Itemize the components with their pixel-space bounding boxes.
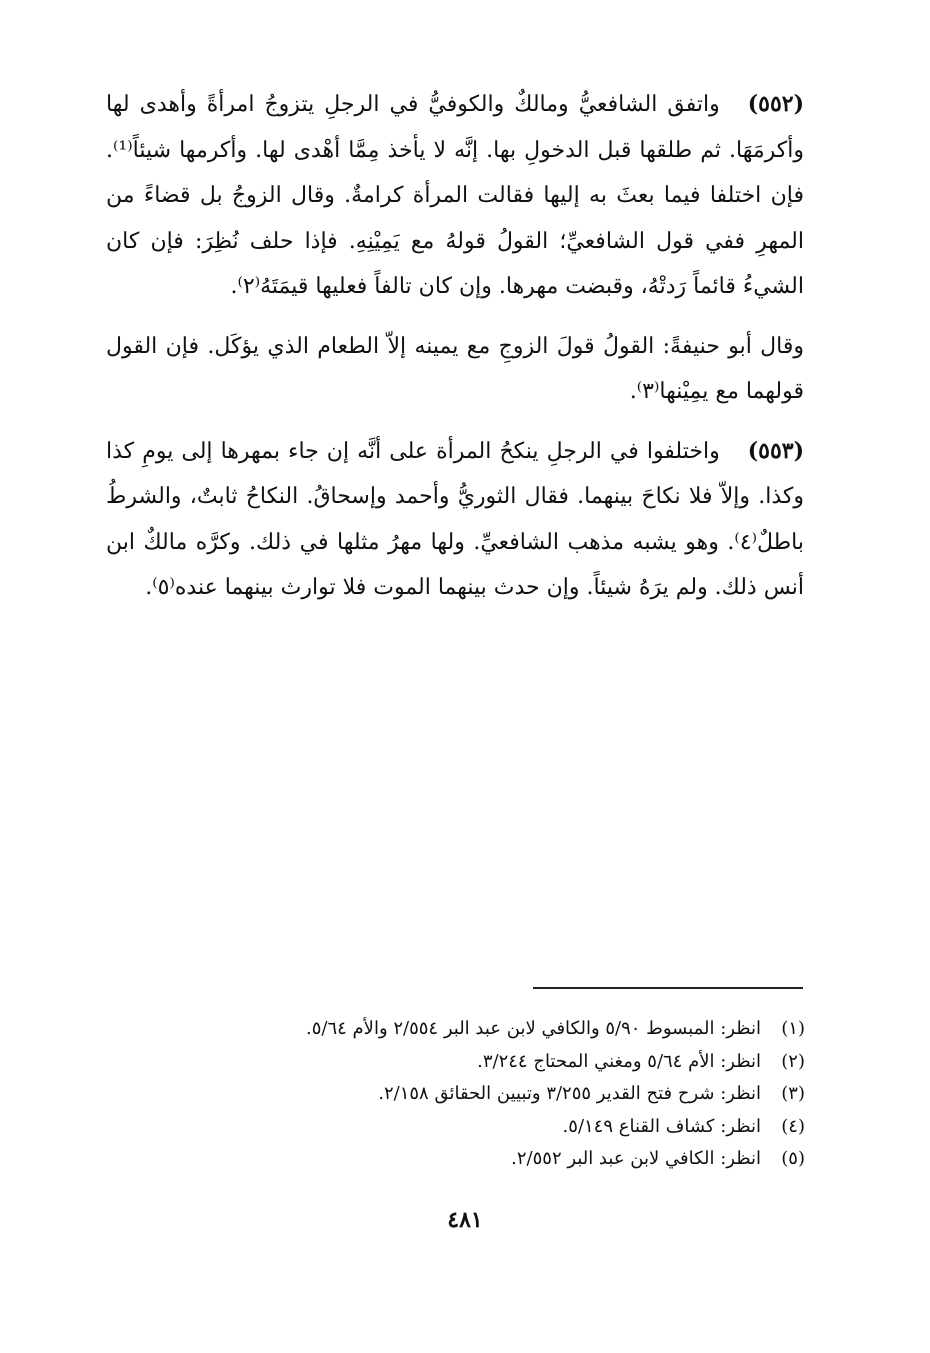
footnote-4 xyxy=(105,1111,805,1144)
footnote-5 xyxy=(105,1143,805,1176)
footnote-number: (٣) xyxy=(781,1083,805,1104)
paragraph-553 xyxy=(106,429,804,611)
paragraph-abu-hanifa xyxy=(106,324,804,415)
footnote-1 xyxy=(105,1013,805,1046)
footnote-text: انظر: المبسوط ٥/٩٠ والكافي لابن عبد البر ٢/٥٥٤ والأم ٥/٦٤. xyxy=(306,1018,761,1039)
footnotes xyxy=(105,1013,805,1176)
footnote-text: انظر: شرح فتح القدير ٣/٢٥٥ وتبيين الحقائق ٢/١٥٨. xyxy=(378,1083,761,1104)
main-text xyxy=(106,82,804,611)
issue-number: (٥٥٣) xyxy=(747,437,804,464)
paragraph-text: واتفق الشافعيُّ ومالكٌ والكوفيُّ في الرجلِ يتزوجُ امرأةً وأهدى لها وأكرمَهَا. ثم طلقها قبل الدخولِ بها. إنَّه لا يأخذ مِمَّا أهْدى لها. وأكرمها شيئاً⁽¹⁾. فإن اختلفا فيما بعثَ به إليها فقالت المرأة كرامةٌ. وقال الزوجُ بل قضاءً من المهرِ ففي قول الشافعيِّ؛ القولُ قولهُ مع يَمِيْنِهِ. فإذا حلف نُظِرَ: فإن كان الشيءُ قائماً رَدتْهُ، وقبضت مهرها. وإن كان تالفاً فعليها قيمَتَهُ⁽٢⁾. xyxy=(106,92,804,299)
page-number: ٤٨١ xyxy=(447,1207,483,1233)
issue-number: (٥٥٢) xyxy=(747,91,804,117)
footnote-text: انظر: كشاف القناع ٥/١٤٩. xyxy=(562,1115,761,1137)
footnote-number: (٤) xyxy=(781,1115,805,1137)
footnote-separator xyxy=(533,987,803,989)
footnote-2 xyxy=(105,1046,805,1079)
footnote-text: انظر: الكافي لابن عبد البر ٢/٥٥٢. xyxy=(511,1148,761,1169)
footnote-number: (١) xyxy=(781,1018,805,1039)
paragraph-text: وقال أبو حنيفةً: القولُ قولَ الزوجِ مع يمينه إلاّ الطعام الذي يؤكَل. فإن القول قولهما مع يمِيْنها⁽٣⁾. xyxy=(106,333,804,404)
footnote-3 xyxy=(105,1078,805,1111)
footnote-number: (٢) xyxy=(781,1050,805,1072)
paragraph-552 xyxy=(106,82,804,310)
paragraph-text: واختلفوا في الرجلِ ينكحُ المرأة على أنَّه إن جاء بمهرها إلى يومِ كذا وكذا. وإلاّ فلا نكاحَ بينهما. فقال الثوريُّ وأحمد وإسحاقُ. النكاحُ ثابتٌ، والشرطُ باطلٌ⁽٤⁾. وهو يشبه مذهب الشافعيِّ. ولها مهرُ مثلها في ذلك. وكرَّه مالكٌ ابن أنس ذلك. ولم يرَهُ شيئاً. وإن حدث بينهما الموت فلا توارث بينهما عنده⁽٥⁾. xyxy=(106,438,804,600)
footnote-text: انظر: الأم ٥/٦٤ ومغني المحتاج ٣/٢٤٤. xyxy=(477,1050,761,1072)
footnote-number: (٥) xyxy=(781,1148,805,1169)
